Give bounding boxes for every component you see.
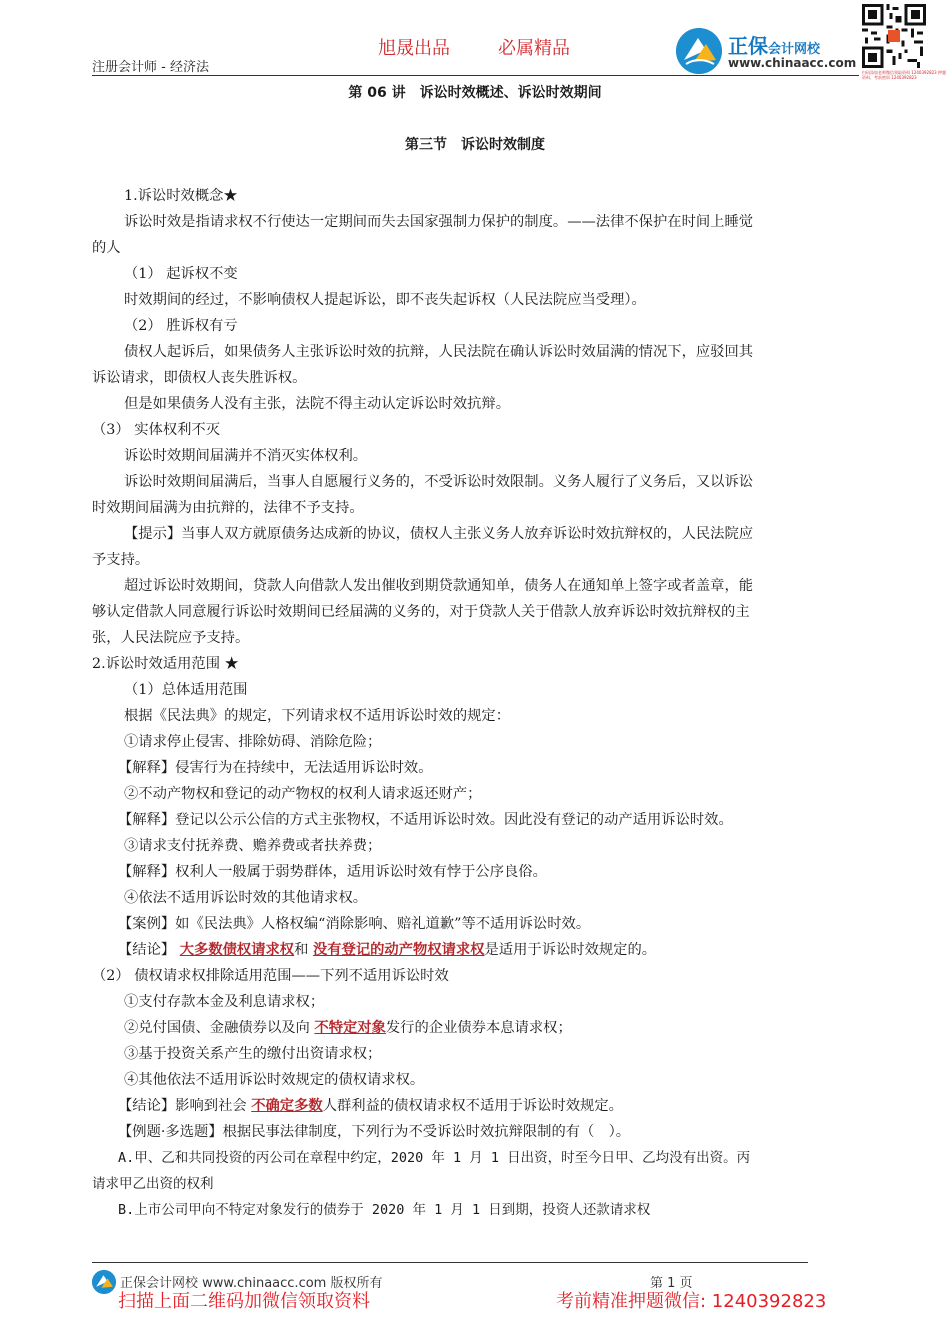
header-slogan-left: 旭晟出品 bbox=[378, 38, 450, 59]
footer-promo-right: 考前精准押题微信: 1240392823 bbox=[556, 1291, 827, 1312]
tip-line: 【提示】当事人双方就原债务达成新的协议，债权人主张义务人放弃诉讼时效抗辩权的，人民法院应 bbox=[124, 526, 754, 542]
list-item: ①请求停止侵害、排除妨碍、消除危险； bbox=[124, 734, 382, 750]
section-title: 第三节 诉讼时效制度 bbox=[405, 137, 545, 153]
paragraph-line: 予支持。 bbox=[92, 552, 150, 568]
explanation-line: 【解释】登记以公示公信的方式主张物权，不适用诉讼时效。因此没有登记的动产适用诉讼时效。 bbox=[118, 812, 733, 828]
heading-scope: 2.诉讼时效适用范围 ★ bbox=[92, 656, 239, 672]
paragraph-line: 诉讼时效期间届满后，当事人自愿履行义务的，不受诉讼时效限制。义务人履行了义务后，又以诉讼 bbox=[124, 474, 754, 490]
conclusion-line: 【结论】 大多数债权请求权和 没有登记的动产物权请求权是适用于诉讼时效规定的。 bbox=[118, 942, 657, 958]
footer-divider bbox=[92, 1262, 808, 1263]
paragraph-line: 够认定借款人同意履行诉讼时效期间已经届满的义务的，对于贷款人关于借款人放弃诉讼时效抗辩权的主 bbox=[92, 604, 750, 620]
case-line: 【案例】如《民法典》人格权编“消除影响、赔礼道歉”等不适用诉讼时效。 bbox=[118, 916, 591, 932]
qr-note: 扫码添加老师微信领取资料 1240392823 押题资料、考前密训 1240392823 bbox=[862, 70, 946, 80]
page-number: 第 1 页 bbox=[650, 1276, 693, 1291]
paragraph-line: 诉讼时效期间届满并不消灭实体权利。 bbox=[124, 448, 368, 464]
highlight-term: 大多数债权请求权 bbox=[179, 942, 295, 958]
header-slogan-right: 必属精品 bbox=[498, 38, 570, 59]
list-item: ③基于投资关系产生的缴付出资请求权； bbox=[124, 1046, 382, 1062]
paragraph-line: 诉讼请求，即债权人丧失胜诉权。 bbox=[92, 370, 307, 386]
paragraph-line: 但是如果债务人没有主张，法院不得主动认定诉讼时效抗辩。 bbox=[124, 396, 511, 412]
explanation-line: 【解释】侵害行为在持续中，无法适用诉讼时效。 bbox=[118, 760, 433, 776]
paragraph-line: 时效期间的经过，不影响债权人提起诉讼，即不丧失起诉权（人民法院应当受理）。 bbox=[124, 292, 646, 308]
list-item: ③请求支付抚养费、赡养费或者扶养费； bbox=[124, 838, 382, 854]
qr-code-icon[interactable] bbox=[862, 4, 926, 68]
paragraph-line: 根据《民法典》的规定，下列请求权不适用诉讼时效的规定： bbox=[124, 708, 511, 724]
highlight-term: 不确定多数 bbox=[251, 1098, 323, 1114]
paragraph-line: 超过诉讼时效期间，贷款人向借款人发出催收到期贷款通知单，债务人在通知单上签字或者盖章，能 bbox=[124, 578, 754, 594]
header-subject: 注册会计师 - 经济法 bbox=[92, 60, 209, 75]
subheading-line: （2） 胜诉权有亏 bbox=[124, 318, 238, 334]
option-b: B.上市公司甲向不特定对象发行的债券于 2020 年 1 月 1 日到期，投资人还款请求权 bbox=[118, 1202, 651, 1218]
lecture-title: 第 06 讲 诉讼时效概述、诉讼时效期间 bbox=[348, 85, 602, 101]
list-item: ①支付存款本金及利息请求权； bbox=[124, 994, 325, 1010]
list-item: ④依法不适用诉讼时效的其他请求权。 bbox=[124, 890, 368, 906]
subheading-line: （2） 债权请求权排除适用范围——下列不适用诉讼时效 bbox=[92, 968, 449, 984]
brand-logo-icon bbox=[676, 28, 722, 74]
option-a: A.甲、乙和共同投资的丙公司在章程中约定，2020 年 1 月 1 日出资，时至今日甲、乙均没有出资。丙 bbox=[118, 1150, 751, 1166]
explanation-line: 【解释】权利人一般属于弱势群体，适用诉讼时效有悖于公序良俗。 bbox=[118, 864, 547, 880]
subheading-line: （1） 起诉权不变 bbox=[124, 266, 238, 282]
paragraph-line: 时效期间届满为由抗辩的，法律不予支持。 bbox=[92, 500, 364, 516]
list-item: ②兑付国债、金融债券以及向 不特定对象发行的企业债券本息请求权； bbox=[124, 1020, 572, 1036]
conclusion-line: 【结论】影响到社会 不确定多数人群利益的债权请求权不适用于诉讼时效规定。 bbox=[118, 1098, 623, 1114]
option-a-cont: 请求甲乙出资的权利 bbox=[92, 1176, 214, 1192]
subheading-line: （3） 实体权利不灭 bbox=[92, 422, 221, 438]
highlight-term: 没有登记的动产物权请求权 bbox=[312, 942, 485, 958]
subheading-line: （1）总体适用范围 bbox=[124, 682, 248, 698]
example-question: 【例题·多选题】根据民事法律制度，下列行为不受诉讼时效抗辩限制的有（ ）。 bbox=[118, 1124, 631, 1140]
brand-url: www.chinaacc.com bbox=[728, 56, 857, 70]
brand-name: 正保会计网校 bbox=[728, 34, 821, 58]
list-item: ④其他依法不适用诉讼时效规定的债权请求权。 bbox=[124, 1072, 425, 1088]
footer-copyright: 正保会计网校 www.chinaacc.com 版权所有 bbox=[120, 1276, 383, 1291]
list-item: ②不动产物权和登记的动产物权的权利人请求返还财产； bbox=[124, 786, 482, 802]
paragraph-line: 诉讼时效是指请求权不行使达一定期间而失去国家强制力保护的制度。——法律不保护在时间上睡觉 bbox=[124, 214, 754, 230]
brand-subname: 会计网校 bbox=[768, 42, 821, 57]
highlight-term: 不特定对象 bbox=[314, 1020, 386, 1036]
footer-promo-left: 扫描上面二维码加微信领取资料 bbox=[118, 1291, 370, 1312]
brand-logo bbox=[676, 26, 856, 76]
paragraph-line: 的人 bbox=[92, 240, 121, 256]
paragraph-line: 债权人起诉后，如果债务人主张诉讼时效的抗辩，人民法院在确认诉讼时效届满的情况下，应驳回其 bbox=[124, 344, 754, 360]
footer-logo-icon bbox=[92, 1270, 116, 1294]
paragraph-line: 张，人民法院应予支持。 bbox=[92, 630, 250, 646]
heading-concept: 1.诉讼时效概念★ bbox=[124, 188, 238, 204]
